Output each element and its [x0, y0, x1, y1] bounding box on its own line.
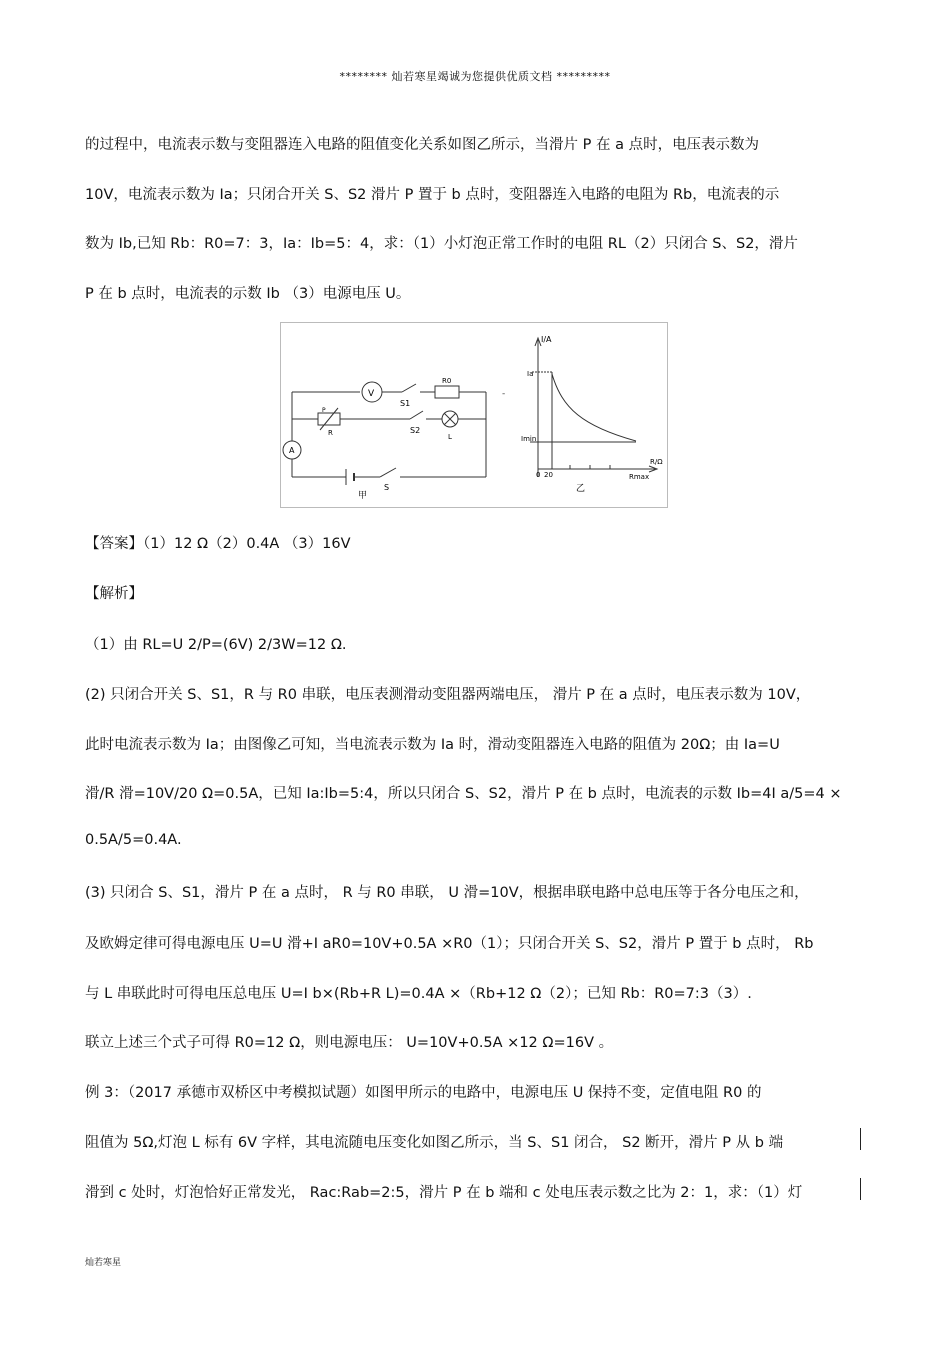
text-line: (3) 只闭合 S、S1，滑片 P 在 a 点时， R 与 R0 串联， U 滑=10V，根据串联电路中总电压等于各分电压之和，	[85, 885, 809, 901]
text-line: 例 3：（2017 承德市双桥区中考模拟试题）如图甲所示的电路中，电源电压 U 保持不变，定值电阻 R0 的	[85, 1085, 762, 1101]
margin-mark	[860, 1128, 861, 1150]
text-line: 与 L 串联此时可得电压总电压 U=I b×(Rb+R L)=0.4A ×（Rb+12 Ω（2）；已知 Rb：R0=7:3（3）.	[85, 986, 752, 1002]
page-header: ******** 灿若寒星竭诚为您提供优质文档 *********	[339, 70, 611, 83]
graph-x-zero-label: 0	[536, 471, 541, 479]
text-line: 滑/R 滑=10V/20 Ω=0.5A，已知 Ia:Ib=5:4，所以只闭合 S、S2，滑片 P 在 b 点时，电流表的示数 Ib=4I a/5=4 ×	[85, 786, 842, 802]
graph-x-20-label: 20	[544, 471, 553, 479]
page-footer: 灿若寒星	[85, 1258, 122, 1268]
resistor-r0-label: R0	[442, 377, 452, 385]
switch-s1-label: S1	[400, 399, 411, 408]
text-line: 此时电流表示数为 Ia；由图像乙可知，当电流表示数为 Ia 时，滑动变阻器连入电路的阻值为 20Ω；由 Ia=U	[85, 737, 780, 753]
voltmeter-label: V	[368, 389, 375, 399]
text-line: 阻值为 5Ω,灯泡 L 标有 6V 字样，其电流随电压变化如图乙所示，当 S、S1 闭合， S2 断开，滑片 P 从 b 端	[85, 1135, 784, 1151]
text-line: P 在 b 点时，电流表的示数 Ib （3）电源电压 U。	[85, 286, 411, 302]
lamp-l-label: L	[448, 433, 452, 441]
graph-y-ia-label: Ia	[527, 370, 534, 378]
text-line: 联立上述三个式子可得 R0=12 Ω，则电源电压： U=10V+0.5A ×12 Ω=16V 。	[85, 1035, 614, 1051]
margin-mark	[860, 1178, 861, 1200]
answer-line: 【答案】（1）12 Ω（2）0.4A （3）16V	[85, 536, 351, 552]
switch-s2-label: S2	[410, 426, 421, 435]
text-line: 及欧姆定律可得电源电压 U=U 滑+I aR0=10V+0.5A ×R0（1）；只闭合开关 S、S2，滑片 P 置于 b 点时， Rb	[85, 936, 814, 952]
graph-caption: 乙	[576, 484, 586, 494]
text-line: 滑到 c 处时，灯泡恰好正常发光， Rac:Rab=2:5，滑片 P 在 b 端和 c 处电压表示数之比为 2：1，求：（1）灯	[85, 1185, 803, 1201]
text-line: 数为 Ib,已知 Rb：R0=7：3，Ia：Ib=5：4，求：（1）小灯泡正常工作时的电阻 RL（2）只闭合 S、S2，滑片	[85, 236, 798, 252]
text-line: 0.5A/5=0.4A.	[85, 832, 182, 848]
ammeter-label: A	[289, 446, 295, 455]
text-line: （1）由 RL=U 2/P=(6V) 2/3W=12 Ω.	[85, 637, 347, 653]
circuit-diagram	[283, 382, 486, 485]
graph-y-axis-label: I/A	[541, 335, 552, 344]
graph-y-imin-label: Imin	[521, 435, 537, 443]
current-resistance-graph	[530, 338, 657, 477]
analysis-heading: 【解析】	[85, 586, 143, 602]
text-line: 10V，电流表示数为 Ia；只闭合开关 S、S2 滑片 P 置于 b 点时，变阻器连入电路的电阻为 Rb，电流表的示	[85, 187, 780, 203]
graph-x-axis-label: R/Ω	[650, 458, 663, 466]
circuit-and-graph-figure	[280, 322, 668, 508]
text-line: 的过程中，电流表示数与变阻器连入电路的阻值变化关系如图乙所示，当滑片 P 在 a 点时，电压表示数为	[85, 137, 760, 153]
text-line: (2) 只闭合开关 S、S1，R 与 R0 串联，电压表测滑动变阻器两端电压， 滑片 P 在 a 点时，电压表示数为 10V，	[85, 687, 811, 703]
graph-x-rmax-label: Rmax	[629, 473, 650, 481]
rheostat-r-label: R	[328, 429, 333, 437]
circuit-caption: 甲	[358, 491, 368, 501]
slider-p-label: P	[322, 407, 326, 414]
switch-s-label: S	[384, 483, 390, 492]
svg-text:-: -	[502, 389, 506, 399]
